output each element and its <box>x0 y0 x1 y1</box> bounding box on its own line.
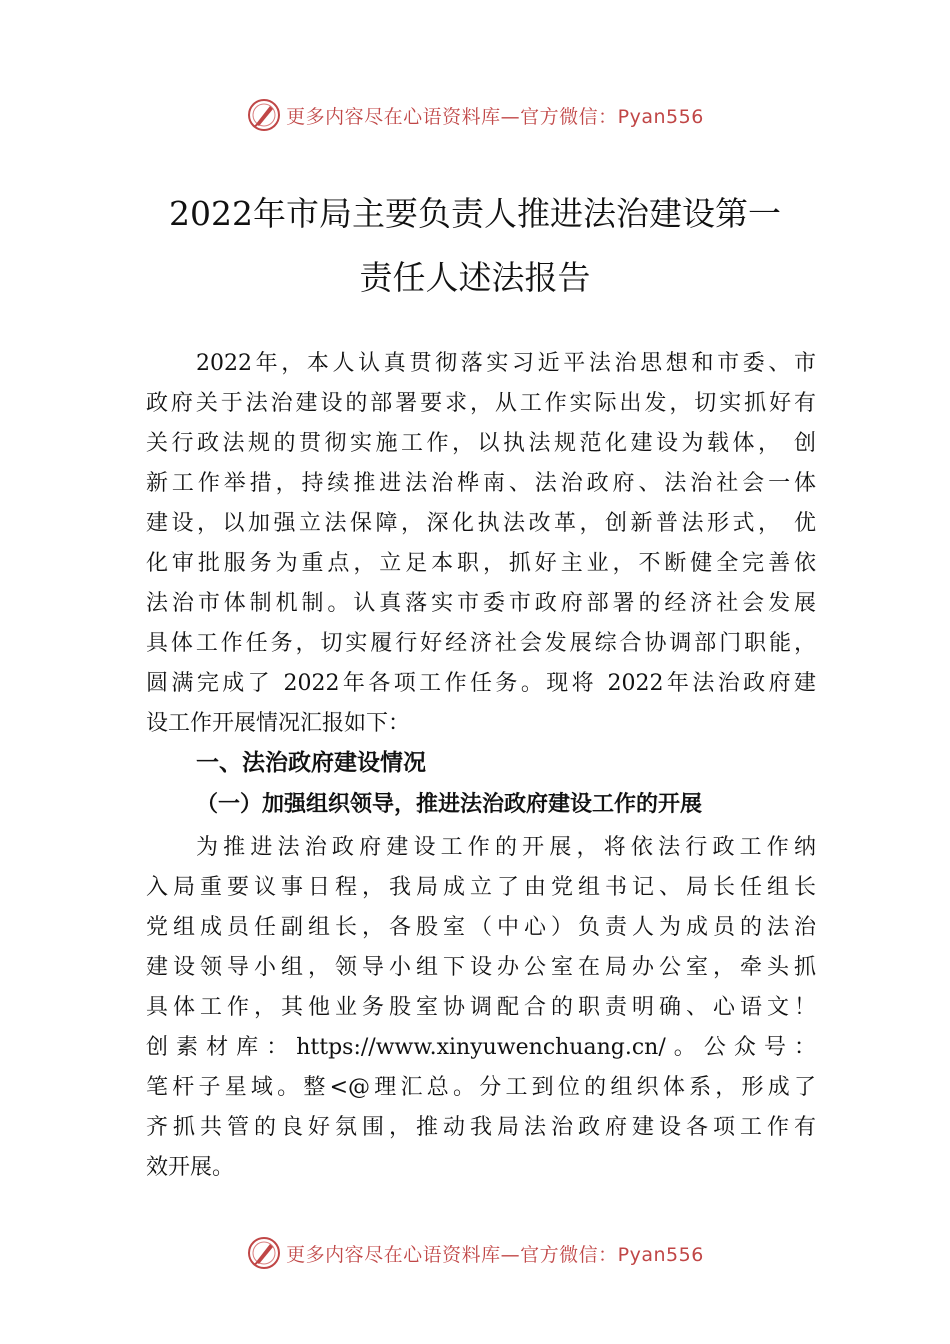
paragraph-line: 为推进法治政府建设工作的开展，将依法行政工作纳 <box>196 835 816 860</box>
paragraph-line: 具体工作任务，切实履行好经济社会发展综合协调部门职能， <box>146 631 816 656</box>
paragraph-line: 建设，以加强立法保障，深化执法改革，创新普法形式， 优 <box>146 511 816 536</box>
paragraph-line: 效开展。 <box>146 1155 235 1180</box>
paragraph-line: 政府关于法治建设的部署要求，从工作实际出发，切实抓好有 <box>146 391 816 416</box>
paragraph-line: 设工作开展情况汇报如下： <box>146 711 411 736</box>
paragraph-line: 关行政法规的贯彻实施工作，以执法规范化建设为载体， 创 <box>146 431 816 456</box>
paragraph-line: 新工作举措，持续推进法治桦南、法治政府、法治社会一体 <box>146 471 816 496</box>
paragraph-line: 2022年，本人认真贯彻落实习近平法治思想和市委、市 <box>196 351 816 376</box>
document-title-line-2: 责任人述法报告 <box>359 258 591 297</box>
paragraph-line: 建设领导小组，领导小组下设办公室在局办公室，牵头抓 <box>146 955 816 980</box>
header-watermark <box>0 95 950 135</box>
footer-watermark <box>0 1233 950 1273</box>
paragraph-line: 笔杆子星域。整<@理汇总。分工到位的组织体系，形成了 <box>146 1075 816 1100</box>
document-title-line-1: 2022年市局主要负责人推进法治建设第一 <box>169 194 781 233</box>
paragraph-line: 党组成员任副组长，各股室（中心）负责人为成员的法治 <box>146 915 816 940</box>
quill-seal-icon <box>246 97 282 133</box>
quill-seal-icon <box>246 1235 282 1271</box>
watermark-text: 更多内容尽在心语资料库—官方微信：Pyan556 <box>286 1243 704 1266</box>
paragraph-line: 入局重要议事日程，我局成立了由党组书记、局长任组长 <box>146 875 816 900</box>
paragraph-line: 齐抓共管的良好氛围，推动我局法治政府建设各项工作有 <box>146 1115 816 1140</box>
paragraph-line: 具体工作，其他业务股室协调配合的职责明确、心语文！ <box>146 995 816 1020</box>
subsection-heading: （一）加强组织领导，推进法治政府建设工作的开展 <box>196 791 703 817</box>
paragraph-line: 圆满完成了 2022年各项工作任务。现将 2022年法治政府建 <box>146 671 816 696</box>
paragraph-line: 法治市体制机制。认真落实市委市政府部署的经济社会发展 <box>146 591 816 616</box>
paragraph-line: 化审批服务为重点，立足本职，抓好主业，不断健全完善依 <box>146 551 816 576</box>
paragraph-line: 创素材库：https://www.xinyuwenchuang.cn/。公众号： <box>146 1035 816 1060</box>
watermark-text: 更多内容尽在心语资料库—官方微信：Pyan556 <box>286 105 704 128</box>
section-heading: 一、法治政府建设情况 <box>196 750 426 776</box>
